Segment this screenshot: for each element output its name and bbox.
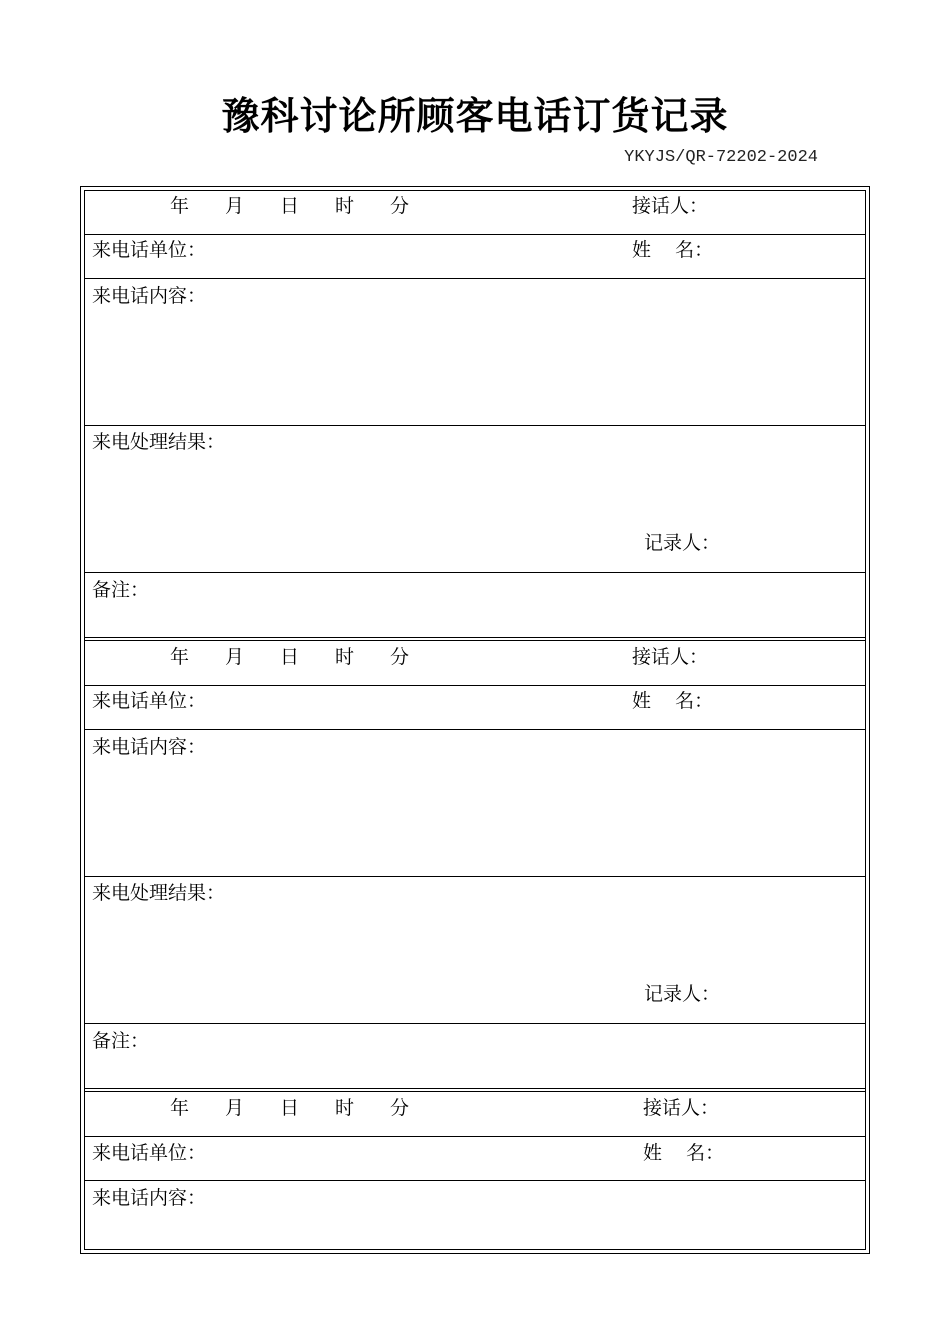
call-content-label: 来电话内容： bbox=[92, 1187, 207, 1209]
hour-label: 时 bbox=[335, 1097, 355, 1119]
day-label: 日 bbox=[280, 195, 300, 217]
call-content-label: 来电话内容： bbox=[92, 736, 207, 758]
caller-unit-label: 来电话单位： bbox=[92, 239, 207, 261]
day-label: 日 bbox=[280, 1097, 300, 1119]
divider bbox=[84, 1136, 866, 1137]
divider bbox=[84, 876, 866, 877]
day-label: 日 bbox=[280, 646, 300, 668]
divider bbox=[84, 572, 866, 573]
call-content-label: 来电话内容： bbox=[92, 285, 207, 307]
month-label: 月 bbox=[225, 1097, 245, 1119]
hour-label: 时 bbox=[335, 646, 355, 668]
minute-label: 分 bbox=[390, 646, 410, 668]
result-label: 来电处理结果： bbox=[92, 431, 226, 453]
caller-unit-label: 来电话单位： bbox=[92, 1142, 207, 1164]
year-label: 年 bbox=[170, 195, 190, 217]
caller-unit-label: 来电话单位： bbox=[92, 690, 207, 712]
divider bbox=[84, 278, 866, 279]
minute-label: 分 bbox=[390, 195, 410, 217]
name-label: 姓 名： bbox=[643, 1142, 725, 1164]
month-label: 月 bbox=[225, 646, 245, 668]
remarks-label: 备注： bbox=[92, 1030, 150, 1052]
date-row bbox=[170, 645, 409, 669]
receiver-label: 接话人： bbox=[643, 1097, 720, 1119]
divider bbox=[84, 1180, 866, 1181]
page-title: 豫科讨论所顾客电话订货记录 bbox=[221, 94, 729, 138]
document-code: YKYJS/QR-72202-2024 bbox=[624, 148, 818, 167]
year-label: 年 bbox=[170, 646, 190, 668]
divider bbox=[84, 685, 866, 686]
date-row bbox=[170, 1096, 409, 1120]
year-label: 年 bbox=[170, 1097, 190, 1119]
name-label: 姓 名： bbox=[632, 690, 714, 712]
result-label: 来电处理结果： bbox=[92, 882, 226, 904]
record-separator bbox=[84, 637, 866, 641]
divider bbox=[84, 425, 866, 426]
divider bbox=[84, 1023, 866, 1024]
hour-label: 时 bbox=[335, 195, 355, 217]
month-label: 月 bbox=[225, 195, 245, 217]
receiver-label: 接话人： bbox=[632, 646, 709, 668]
date-row bbox=[170, 194, 409, 218]
divider bbox=[84, 729, 866, 730]
divider bbox=[84, 234, 866, 235]
recorder-label: 记录人： bbox=[644, 983, 721, 1005]
name-label: 姓 名： bbox=[632, 239, 714, 261]
record-separator bbox=[84, 1088, 866, 1092]
receiver-label: 接话人： bbox=[632, 195, 709, 217]
remarks-label: 备注： bbox=[92, 579, 150, 601]
recorder-label: 记录人： bbox=[644, 532, 721, 554]
minute-label: 分 bbox=[390, 1097, 410, 1119]
